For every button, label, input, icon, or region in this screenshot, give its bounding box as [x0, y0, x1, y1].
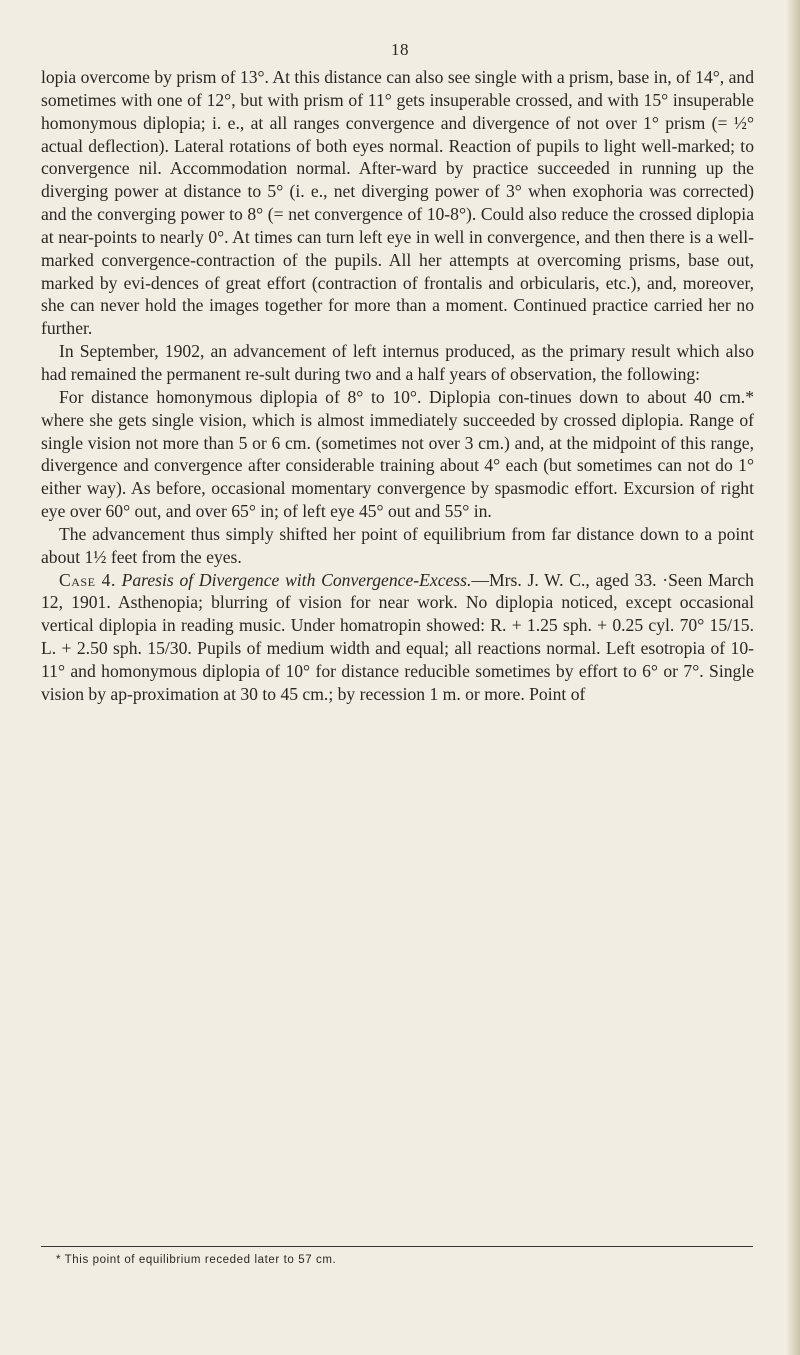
case-label: Case 4. — [59, 569, 116, 590]
paragraph: In September, 1902, an advancement of left internus produced, as the primary result which also had remained the permanent re-sult during two and a half years of observation, the following: — [41, 341, 754, 384]
paragraph: The advancement thus simply shifted her point of equilibrium from far distance down to a point about 1½ feet from the eyes. — [41, 523, 754, 567]
case-title: Paresis of Divergence with Convergence-Excess. — [121, 569, 472, 590]
page-edge-shadow — [786, 0, 800, 1355]
body-text — [41, 66, 754, 706]
case-text: —Mrs. J. W. C., aged 33. ·Seen March 12, 1901. Asthenopia; blurring of vision for near work. No diplopia noticed, except occasional vertical diplopia in reading music. Under homatropin showed: R. + 1.25 sph. + 0.25 cyl. 70° 15/15. L. + 2.50 sph. 15/30. Pupils of medium width and equal; all reactions normal. Left esotropia of 10-11° and homonymous diplopia of 10° for distance reducible sometimes by effort to 6° or 7°. Single vision by ap-proximation at 30 to 45 cm.; by recession 1 m. or more. Point of — [41, 569, 754, 704]
footnote: * This point of equilibrium receded later to 57 cm. — [56, 1254, 337, 1266]
footnote-divider — [41, 1246, 753, 1247]
paragraph: For distance homonymous diplopia of 8° to 10°. Diplopia con-tinues down to about 40 cm.* where she gets single vision, which is almost immediately succeeded by crossed diplopia. Range of single vision not more than 5 or 6 cm. (sometimes not over 3 cm.) and, at the midpoint of this range, divergence and convergence after considerable training about 4° each (but sometimes can not do 1° either way). As before, occasional momentary convergence by spasmodic effort. Excursion of right eye over 60° out, and over 65° in; of left eye 45° out and 55° in. — [41, 386, 754, 522]
page-number: 18 — [391, 40, 409, 59]
case-paragraph — [41, 569, 754, 706]
paragraph: lopia overcome by prism of 13°. At this distance can also see single with a prism, base in, of 14°, and sometimes with one of 12°, but with prism of 11° gets insuperable crossed, and with 15° insuperable homonymous diplopia; i. e., at all ranges convergence and divergence of not over 1° prism (= ½° actual deflection). Lateral rotations of both eyes normal. Reaction of pupils to light well-marked; to convergence nil. Accommodation normal. After-ward by practice succeeded in running up the diverging power at distance to 5° (i. e., net diverging power of 3° when exophoria was corrected) and the converging power to 8° (= net convergence of 10-8°). Could also reduce the crossed diplopia at near-points to nearly 0°. At times can turn left eye in well in convergence, and then there is a well-marked convergence-contraction of the pupils. All her attempts at overcoming prisms, base out, marked by evi-dences of great effort (contraction of frontalis and orbicularis, etc.), and, moreover, she can never hold the images together for more than a moment. Continued practice carried her no further. — [41, 67, 754, 339]
